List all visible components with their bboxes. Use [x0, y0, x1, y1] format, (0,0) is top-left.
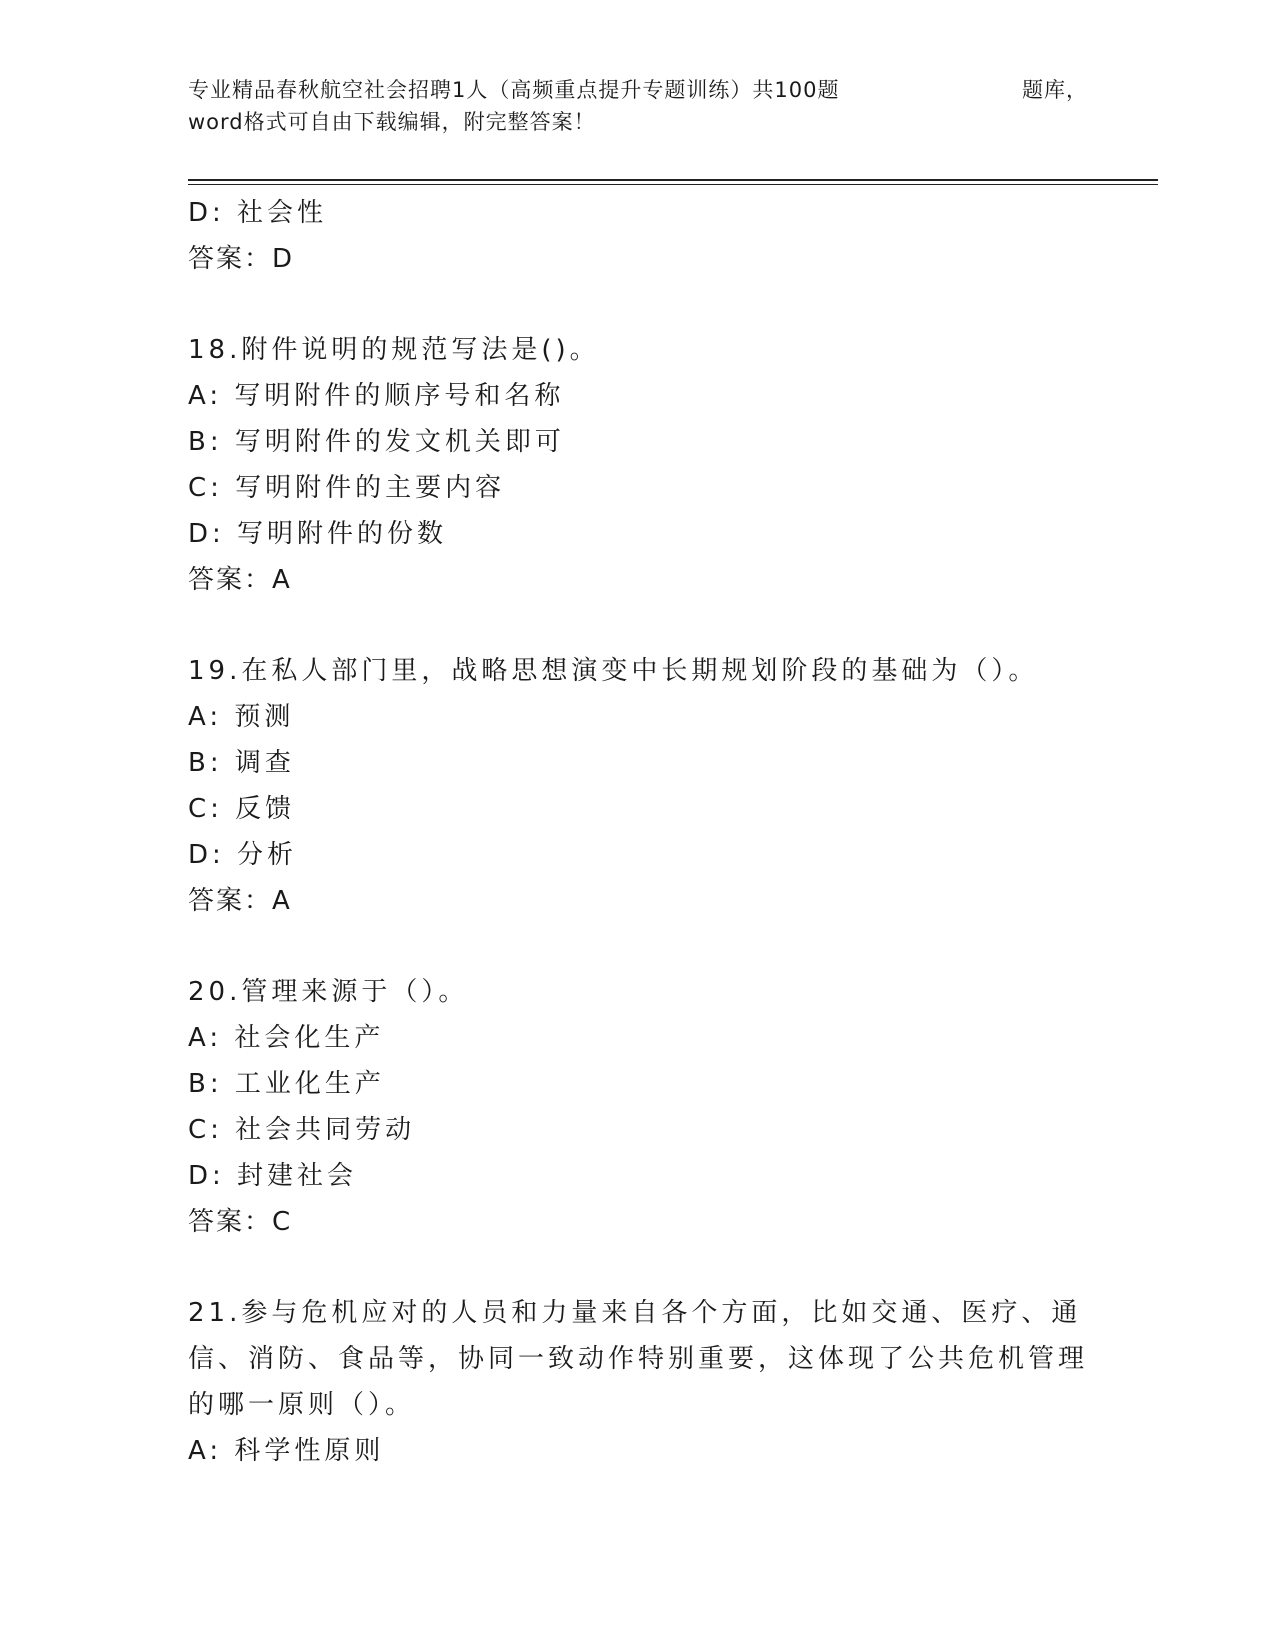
question-list — [188, 190, 1088, 1474]
question-18: 18.附件说明的规范写法是()。 — [188, 335, 600, 365]
option-a: A: 社会化生产 — [188, 1023, 385, 1053]
answer-line: 答案：A — [188, 886, 292, 916]
header-title: 专业精品春秋航空社会招聘1人（高频重点提升专题训练）共100题 — [188, 78, 840, 102]
header-divider-thick — [188, 179, 1158, 181]
option-b: B: 调查 — [188, 748, 295, 778]
document-header — [188, 74, 1088, 138]
header-line-1 — [188, 74, 1088, 106]
option-d: D: 写明附件的份数 — [188, 519, 448, 549]
question-19: 19.在私人部门里，战略思想演变中长期规划阶段的基础为（）。 — [188, 656, 1039, 686]
option-d: D: 封建社会 — [188, 1161, 358, 1191]
option-a: A: 科学性原则 — [188, 1436, 385, 1466]
question-21: 21.参与危机应对的人员和力量来自各个方面，比如交通、医疗、通信、消防、食品等，协同一致动作特别重要，这体现了公共危机管理的哪一原则（）。 — [188, 1298, 1089, 1420]
header-divider-thin — [188, 184, 1158, 185]
answer-line: 答案：D — [188, 244, 295, 274]
answer-line: 答案：A — [188, 565, 292, 595]
option-a: A: 写明附件的顺序号和名称 — [188, 381, 565, 411]
option-d: D: 社会性 — [188, 198, 328, 228]
option-c: C: 社会共同劳动 — [188, 1115, 416, 1145]
option-c: C: 写明附件的主要内容 — [188, 473, 506, 503]
header-subtitle: word格式可自由下载编辑，附完整答案！ — [188, 110, 596, 134]
answer-line: 答案：C — [188, 1207, 293, 1237]
question-20: 20.管理来源于（）。 — [188, 977, 469, 1007]
option-c: C: 反馈 — [188, 794, 296, 824]
option-d: D: 分析 — [188, 840, 298, 870]
option-b: B: 写明附件的发文机关即可 — [188, 427, 565, 457]
header-title-tail: 题库， — [1022, 78, 1088, 102]
option-b: B: 工业化生产 — [188, 1069, 385, 1099]
option-a: A: 预测 — [188, 702, 295, 732]
